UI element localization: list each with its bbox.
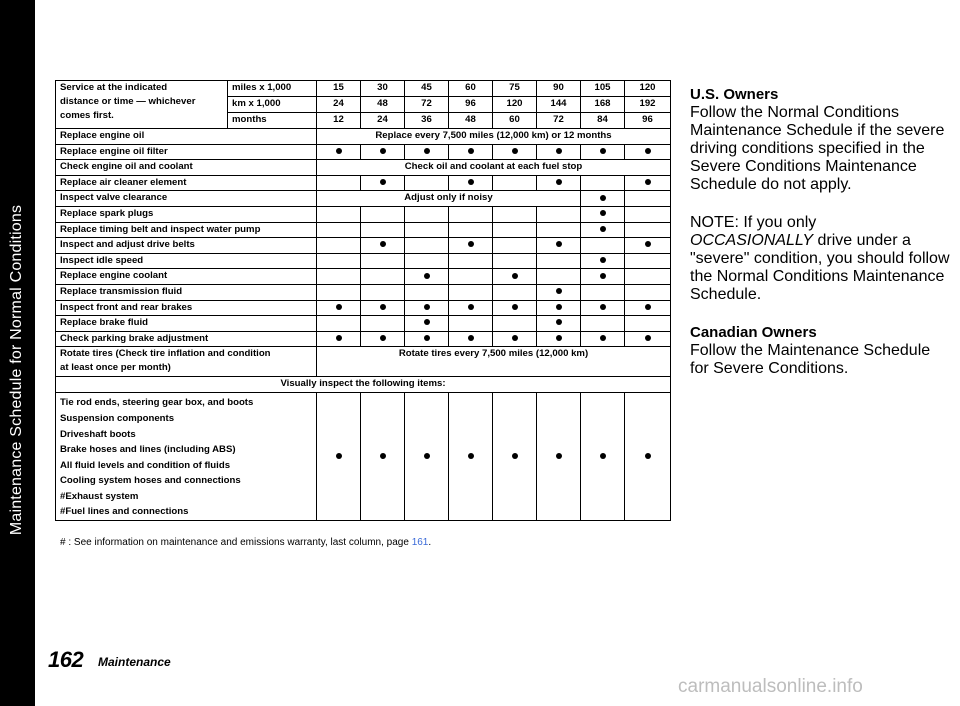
unit-label: months [228, 113, 317, 129]
schedule-cell [449, 284, 493, 300]
schedule-cell [625, 331, 671, 347]
interval-value: 120 [625, 81, 671, 97]
service-dot [468, 148, 474, 154]
visual-item: Tie rod ends, steering gear box, and boots [60, 397, 254, 409]
service-dot [424, 273, 430, 279]
visual-item: Cooling system hoses and connections [60, 475, 241, 487]
schedule-cell [581, 269, 625, 285]
service-dot [645, 148, 651, 154]
interval-value: 96 [449, 97, 493, 113]
schedule-cell [361, 206, 405, 222]
table-row [56, 316, 671, 332]
schedule-cell [625, 393, 671, 521]
visual-item: #Fuel lines and connections [60, 506, 189, 518]
schedule-cell [493, 300, 537, 316]
schedule-cell [537, 175, 581, 191]
service-item: Replace brake fluid [56, 316, 317, 332]
service-dot [424, 335, 430, 341]
canadian-owners-text: Follow the Maintenance Schedule for Severe Conditions. [690, 342, 931, 377]
watermark: carmanualsonline.info [678, 676, 863, 697]
table-row [56, 269, 671, 285]
schedule-cell [493, 144, 537, 160]
service-item [56, 347, 317, 377]
schedule-cell [361, 284, 405, 300]
service-dot [336, 148, 342, 154]
schedule-cell [537, 393, 581, 521]
schedule-cell [493, 253, 537, 269]
footnote-text: # : See information on maintenance and emissions warranty, last column, page [60, 537, 409, 548]
service-dot [424, 304, 430, 310]
interval-value: 48 [361, 97, 405, 113]
schedule-cell [581, 238, 625, 254]
schedule-cell [361, 253, 405, 269]
service-item: Replace engine oil [56, 129, 317, 145]
schedule-cell [581, 284, 625, 300]
service-dot [645, 335, 651, 341]
span-note: Rotate tires every 7,500 miles (12,000 km) [317, 347, 671, 377]
interval-value: 75 [493, 81, 537, 97]
schedule-cell [449, 175, 493, 191]
service-dot [600, 304, 606, 310]
schedule-cell [449, 144, 493, 160]
schedule-cell [405, 284, 449, 300]
interval-value: 36 [405, 113, 449, 129]
schedule-cell [625, 316, 671, 332]
schedule-cell [405, 222, 449, 238]
schedule-cell [493, 393, 537, 521]
interval-value: 24 [361, 113, 405, 129]
interval-value: 168 [581, 97, 625, 113]
service-dot [556, 453, 562, 459]
schedule-cell [581, 253, 625, 269]
visual-item: Suspension components [60, 412, 175, 424]
span-note: Replace every 7,500 miles (12,000 km) or 12 months [317, 129, 671, 145]
table-row [56, 144, 671, 160]
table-row [56, 331, 671, 347]
visual-item: Driveshaft boots [60, 428, 136, 440]
section-name: Maintenance [98, 655, 171, 669]
interval-value: 72 [537, 113, 581, 129]
schedule-cell [537, 238, 581, 254]
service-dot [556, 241, 562, 247]
schedule-cell [449, 269, 493, 285]
table-row [56, 160, 671, 176]
schedule-cell [405, 331, 449, 347]
service-dot [556, 335, 562, 341]
us-owners-heading: U.S. Owners [690, 86, 779, 103]
interval-value: 144 [537, 97, 581, 113]
schedule-cell [581, 222, 625, 238]
schedule-cell [317, 238, 361, 254]
note-pre: NOTE: If you only [690, 214, 817, 231]
note-post: drive under a "severe" condition, you should follow the Normal Conditions Maintenance Schedule. [690, 232, 950, 303]
schedule-cell [317, 300, 361, 316]
service-dot [468, 304, 474, 310]
footnote-suffix: . [428, 537, 432, 548]
schedule-cell [405, 253, 449, 269]
service-dot [600, 335, 606, 341]
service-dot [512, 273, 518, 279]
schedule-cell [317, 144, 361, 160]
schedule-cell [493, 284, 537, 300]
interval-value: 15 [317, 81, 361, 97]
schedule-cell [581, 175, 625, 191]
service-dot [336, 335, 342, 341]
schedule-cell [537, 206, 581, 222]
table-row [56, 284, 671, 300]
schedule-cell [317, 206, 361, 222]
interval-value: 30 [361, 81, 405, 97]
table-row [56, 206, 671, 222]
service-item: Inspect idle speed [56, 253, 317, 269]
schedule-cell [625, 191, 671, 207]
schedule-cell [493, 316, 537, 332]
schedule-cell [317, 331, 361, 347]
table-row [56, 347, 671, 377]
header-description [56, 81, 228, 129]
schedule-cell [493, 222, 537, 238]
unit-row [56, 81, 671, 97]
service-dot [645, 179, 651, 185]
visual-item: All fluid levels and condition of fluids [60, 459, 231, 471]
service-dot [468, 453, 474, 459]
schedule-cell [361, 393, 405, 521]
service-dot [468, 335, 474, 341]
schedule-cell [493, 269, 537, 285]
schedule-cell [625, 238, 671, 254]
service-dot [424, 148, 430, 154]
service-item: Replace transmission fluid [56, 284, 317, 300]
schedule-cell [625, 222, 671, 238]
interval-value: 96 [625, 113, 671, 129]
span-note: Adjust only if noisy [317, 191, 581, 207]
schedule-cell [317, 269, 361, 285]
schedule-cell [405, 300, 449, 316]
service-dot [600, 453, 606, 459]
schedule-cell [405, 269, 449, 285]
us-owners-text: Follow the Normal Conditions Maintenance Schedule if the severe driving conditions specified in the Severe Conditions Maintenance Schedule do not apply. [690, 104, 945, 193]
service-item: Replace engine coolant [56, 269, 317, 285]
span-note: Check oil and coolant at each fuel stop [317, 160, 671, 176]
service-dot [600, 226, 606, 232]
schedule-cell [405, 238, 449, 254]
schedule-cell [537, 253, 581, 269]
service-dot [380, 241, 386, 247]
schedule-cell [581, 393, 625, 521]
service-item: Replace engine oil filter [56, 144, 317, 160]
service-item: Inspect valve clearance [56, 191, 317, 207]
schedule-cell [405, 316, 449, 332]
interval-value: 45 [405, 81, 449, 97]
schedule-cell [625, 269, 671, 285]
schedule-cell [361, 222, 405, 238]
note-text [690, 214, 950, 304]
schedule-cell [537, 269, 581, 285]
table-row [56, 238, 671, 254]
interval-value: 120 [493, 97, 537, 113]
schedule-cell [537, 144, 581, 160]
schedule-cell [449, 300, 493, 316]
service-dot [380, 179, 386, 185]
interval-value: 90 [537, 81, 581, 97]
service-dot [512, 304, 518, 310]
schedule-cell [449, 331, 493, 347]
service-item: Check engine oil and coolant [56, 160, 317, 176]
table-row [56, 300, 671, 316]
unit-label: km x 1,000 [228, 97, 317, 113]
page-number: 162 [48, 647, 84, 672]
canadian-owners-heading: Canadian Owners [690, 324, 817, 341]
service-dot [556, 304, 562, 310]
schedule-cell [449, 238, 493, 254]
visual-inspect-header: Visually inspect the following items: [56, 377, 671, 393]
schedule-cell [317, 253, 361, 269]
schedule-cell [625, 206, 671, 222]
schedule-cell [361, 269, 405, 285]
service-dot [600, 273, 606, 279]
table-row [56, 222, 671, 238]
schedule-cell [625, 144, 671, 160]
schedule-cell [493, 175, 537, 191]
schedule-cell [537, 300, 581, 316]
schedule-cell [537, 316, 581, 332]
header-line: distance or time — whichever [60, 96, 196, 107]
visual-inspect-items [56, 393, 317, 521]
interval-value: 84 [581, 113, 625, 129]
header-line: Service at the indicated [60, 82, 168, 93]
schedule-cell [493, 238, 537, 254]
service-dot [380, 304, 386, 310]
schedule-cell [405, 144, 449, 160]
service-dot [556, 179, 562, 185]
schedule-cell [537, 331, 581, 347]
schedule-cell [317, 175, 361, 191]
schedule-cell [405, 206, 449, 222]
schedule-cell [317, 316, 361, 332]
service-dot [645, 241, 651, 247]
service-item: Replace air cleaner element [56, 175, 317, 191]
schedule-cell [581, 191, 625, 207]
interval-value: 192 [625, 97, 671, 113]
service-dot [600, 195, 606, 201]
service-dot [512, 335, 518, 341]
owner-notes [690, 86, 950, 378]
schedule-cell [361, 175, 405, 191]
schedule-cell [493, 206, 537, 222]
service-dot [336, 453, 342, 459]
service-item-line: at least once per month) [60, 362, 171, 374]
interval-value: 60 [449, 81, 493, 97]
schedule-cell [449, 393, 493, 521]
schedule-cell [449, 316, 493, 332]
interval-value: 24 [317, 97, 361, 113]
service-dot [380, 335, 386, 341]
table-row [56, 129, 671, 145]
table-row [56, 175, 671, 191]
schedule-cell [537, 284, 581, 300]
visual-inspect-row [56, 393, 671, 521]
service-item: Inspect front and rear brakes [56, 300, 317, 316]
schedule-cell [493, 331, 537, 347]
service-dot [512, 453, 518, 459]
schedule-cell [537, 222, 581, 238]
sidebar [0, 0, 35, 706]
service-item-line: Rotate tires (Check tire inflation and condition [60, 348, 271, 360]
schedule-cell [361, 316, 405, 332]
sidebar-title: Maintenance Schedule for Normal Conditions [8, 204, 25, 536]
visual-inspect-header-row [56, 377, 671, 393]
schedule-cell [361, 331, 405, 347]
schedule-cell [625, 175, 671, 191]
maintenance-schedule-table [55, 80, 671, 521]
schedule-cell [581, 206, 625, 222]
schedule-cell [625, 284, 671, 300]
schedule-cell [361, 300, 405, 316]
interval-value: 60 [493, 113, 537, 129]
schedule-cell [581, 300, 625, 316]
footnote [60, 537, 431, 548]
service-item: Replace timing belt and inspect water pump [56, 222, 317, 238]
service-dot [380, 453, 386, 459]
schedule-cell [581, 316, 625, 332]
schedule-cell [449, 253, 493, 269]
service-dot [645, 453, 651, 459]
schedule-cell [405, 393, 449, 521]
service-dot [556, 319, 562, 325]
schedule-cell [581, 144, 625, 160]
service-dot [600, 257, 606, 263]
service-dot [512, 148, 518, 154]
service-item: Inspect and adjust drive belts [56, 238, 317, 254]
unit-label: miles x 1,000 [228, 81, 317, 97]
service-dot [424, 453, 430, 459]
service-item: Replace spark plugs [56, 206, 317, 222]
schedule-cell [317, 284, 361, 300]
service-dot [556, 288, 562, 294]
note-emphasis: OCCASIONALLY [690, 232, 814, 249]
service-dot [468, 241, 474, 247]
service-dot [380, 148, 386, 154]
schedule-cell [317, 393, 361, 521]
service-dot [600, 210, 606, 216]
header-line: comes first. [60, 110, 114, 121]
service-dot [556, 148, 562, 154]
schedule-cell [317, 222, 361, 238]
interval-value: 48 [449, 113, 493, 129]
schedule-cell [625, 300, 671, 316]
schedule-cell [361, 144, 405, 160]
service-dot [645, 304, 651, 310]
service-dot [336, 304, 342, 310]
schedule-cell [405, 175, 449, 191]
service-item: Check parking brake adjustment [56, 331, 317, 347]
interval-value: 105 [581, 81, 625, 97]
service-dot [600, 148, 606, 154]
interval-value: 12 [317, 113, 361, 129]
table-row [56, 253, 671, 269]
schedule-cell [449, 222, 493, 238]
visual-item: Brake hoses and lines (including ABS) [60, 444, 236, 456]
table-row [56, 191, 671, 207]
schedule-cell [361, 238, 405, 254]
visual-item: #Exhaust system [60, 490, 139, 502]
page-link[interactable]: 161 [411, 537, 429, 548]
schedule-cell [449, 206, 493, 222]
service-dot [424, 319, 430, 325]
schedule-cell [581, 331, 625, 347]
interval-value: 72 [405, 97, 449, 113]
schedule-cell [625, 253, 671, 269]
service-dot [468, 179, 474, 185]
